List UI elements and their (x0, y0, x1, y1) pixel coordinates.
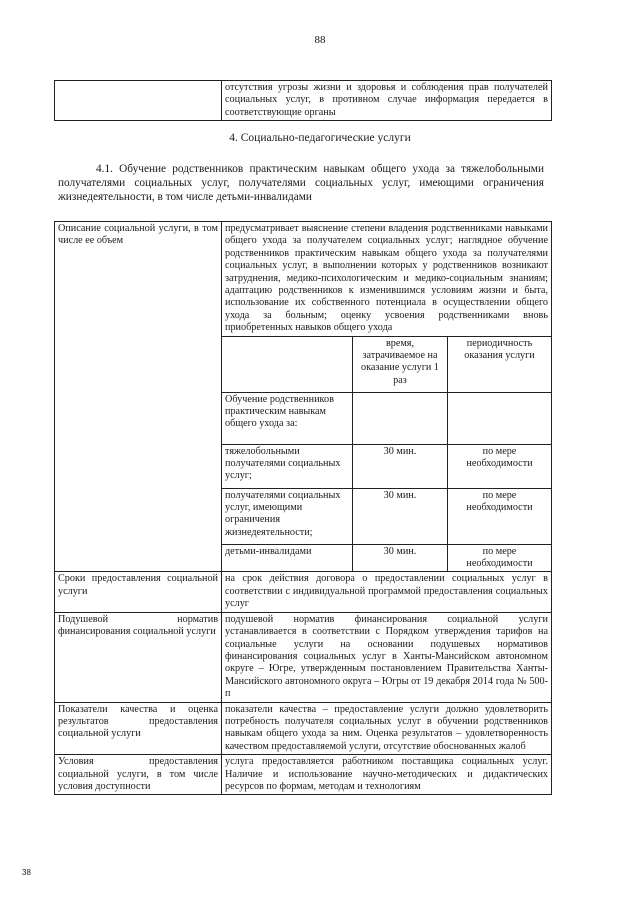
item-time: 30 мин. (353, 488, 448, 544)
table-row (222, 444, 551, 488)
service-table (54, 221, 552, 795)
item-period: по мере необходимости (448, 544, 552, 571)
time-table (222, 336, 551, 572)
conditions-label: Условия предоставления социальной услуги, в том числе условия доступности (55, 755, 222, 795)
conditions-row (55, 755, 552, 795)
terms-row (55, 572, 552, 612)
period-header: периодичность оказания услуги (448, 336, 552, 392)
terms-text: на срок действия договора о предоставлении социальных услуг в соответствии с индивидуальной программой предоставления социальных услуг (222, 572, 552, 612)
top-left-cell (55, 81, 222, 121)
item-name: тяжелобольными получателями социальных услуг; (222, 444, 353, 488)
subsection-title (58, 162, 544, 204)
item-name: детьми-инвалидами (222, 544, 353, 571)
description-row (55, 222, 552, 572)
norm-row (55, 612, 552, 702)
description-label: Описание социальной услуги, в том числе ее объем (55, 222, 222, 572)
quality-label: Показатели качества и оценка результатов предоставления социальной услуги (55, 702, 222, 755)
item-time: 30 мин. (353, 444, 448, 488)
quality-row (55, 702, 552, 755)
section-title: 4. Социально-педагогические услуги (229, 132, 411, 144)
item-time: 30 мин. (353, 544, 448, 571)
page-number: 88 (314, 34, 326, 46)
top-right-cell: отсутствия угрозы жизни и здоровья и соблюдения прав получателей социальных услуг, в противном случае информация передается в соответствующие органы (222, 81, 552, 121)
continued-table (54, 80, 552, 121)
norm-text: подушевой норматив финансирования социальной услуги устанавливается в соответствии с Порядком утверждения тарифов на социальные услуги на основании подушевых нормативов финансирования социальных услуг в Ханты-Мансийском автономном округе – Югре, утвержденным постановлением Правительства Ханты-Мансийского автономного округа – Югры от 19 декабря 2014 года № 500-п (222, 612, 552, 702)
conditions-text: услуга предоставляется работником поставщика социальных услуг. Наличие и использование научно-методических и дидактических ресурсов по формам, методам и технологиям (222, 755, 552, 795)
terms-label: Сроки предоставления социальной услуги (55, 572, 222, 612)
time-table-corner (222, 336, 353, 392)
table-row (222, 488, 551, 544)
description-text: предусматривает выяснение степени владения родственниками навыками общего ухода за получателем социальных услуг; наглядное обучение родственников практическим навыкам общего ухода за получателями социальных услуг, в выполнении которых у родственников возникают затруднения, медико-психологическим и медико-социальным знаниям; адаптацию родственников к изменившимся условиям жизни и быта, использование их собственного потенциала в осуществлении общего ухода за больным; оценку усвоения родственниками вновь приобретенных навыков общего ухода (225, 223, 548, 334)
subsection-title-text: 4.1. Обучение родственников практическим навыкам общего ухода за тяжелобольными получателями социальных услуг, получателями социальных услуг, имеющими ограничения жизнедеятельности, в том числе детьми-инвалидами (58, 163, 544, 203)
corner-mark: 38 (22, 868, 31, 877)
item-period: по мере необходимости (448, 488, 552, 544)
description-cell (222, 222, 552, 572)
item-name: получателями социальных услуг, имеющими ограничения жизнедеятельности; (222, 488, 353, 544)
item-period: по мере необходимости (448, 444, 552, 488)
inner-intro: Обучение родственников практическим навыкам общего ухода за: (222, 392, 353, 444)
table-row (222, 544, 551, 571)
quality-text: показатели качества – предоставление услуги должно удовлетворить потребность получателя социальных услуг в обучении родственников навыкам общего ухода за ним. Оценка результатов – удовлетворенность качеством предоставляемой услуги, отсутствие обоснованных жалоб (222, 702, 552, 755)
norm-label: Подушевой норматив финансирования социальной услуги (55, 612, 222, 702)
time-header: время, затрачиваемое на оказание услуги 1 раз (353, 336, 448, 392)
